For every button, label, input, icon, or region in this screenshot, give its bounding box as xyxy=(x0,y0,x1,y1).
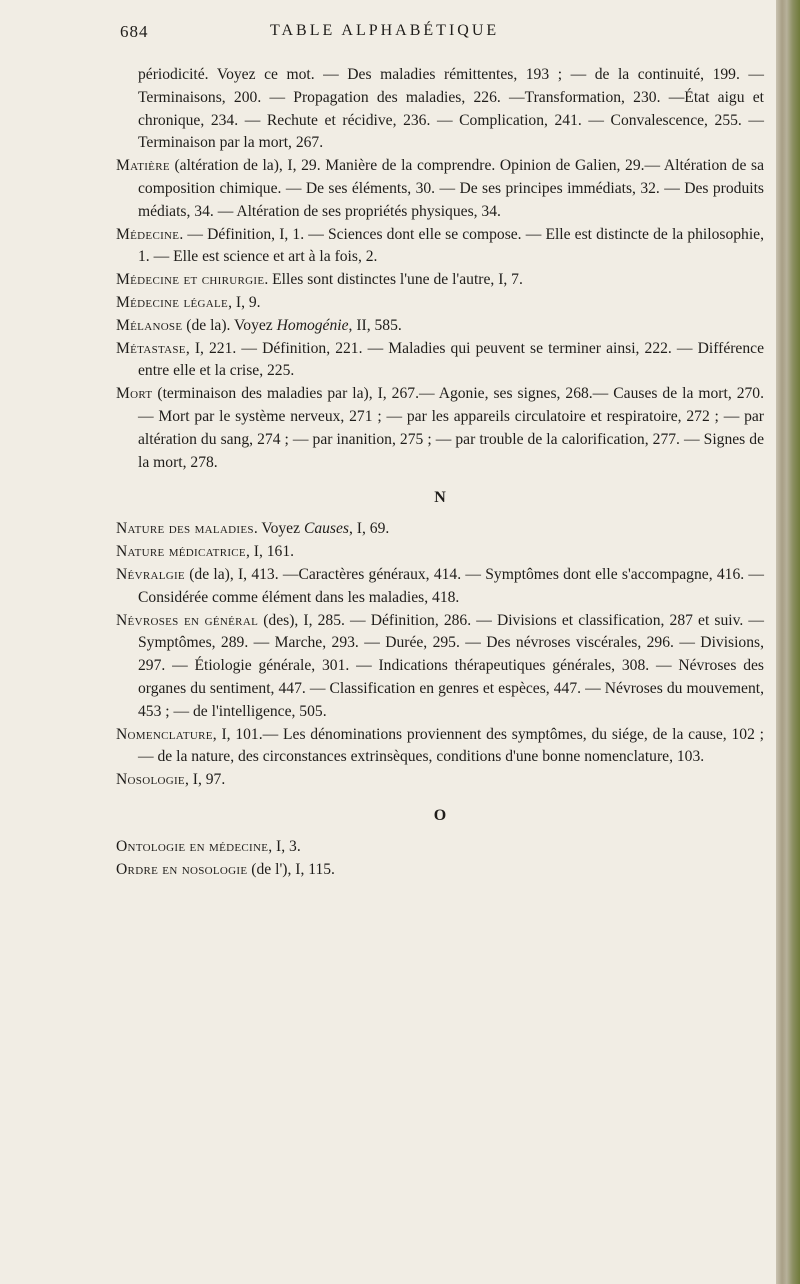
page-edge xyxy=(776,0,800,1284)
index-entry xyxy=(116,769,764,792)
entry-headword: Ordre en nosologie xyxy=(116,860,248,878)
entry-text: (des), I, 285. — Définition, 286. — Divisions et classification, 287 et suiv. — Symptômes, 289. — Marche, 293. — Durée, 295. — Des névroses viscérales, 296. — Divisions, 297. — Étiologie générale, 301. — Indications thérapeutiques générales, 308. — Névroses des organes du sentiment, 447. — Classification en genres et espèces, 447. — Névroses du mouvement, 453 ; — de l'intelligence, 505. xyxy=(138,611,764,720)
entry-text: (terminaison des maladies par la), I, 267.— Agonie, ses signes, 268.— Causes de la mort, 270. — Mort par le système nerveux, 271 ; — par les appareils circulatoire et respiratoire, 272 ; — par altération du sang, 274 ; — par inanition, 275 ; — par trouble de la calorification, 277. — Signes de la mort, 278. xyxy=(138,385,764,471)
index-entry xyxy=(116,836,764,859)
entry-headword: Névroses en général xyxy=(116,611,259,629)
entry-headword: Médecine xyxy=(116,225,180,243)
continued-entry: périodicité. Voyez ce mot. — Des maladies rémittentes, 193 ; — de la continuité, 199. — Terminaisons, 200. — Propagation des maladies, 226. —Transformation, 230. —État aigu et chronique, 234. — Rechute et récidive, 236. — Complication, 241. — Convalescence, 255. — Terminaison par la mort, 267. xyxy=(138,66,764,152)
entry-text: , I, 9. xyxy=(228,293,261,311)
entry-headword: Nosologie xyxy=(116,771,185,789)
section-o xyxy=(116,836,764,882)
entry-headword: Ontologie en médecine xyxy=(116,837,269,855)
entry-text: , I, 221. — Définition, 221. — Maladies qui peuvent se terminer ainsi, 222. — Différence entre elle et la crise, 225. xyxy=(138,339,764,380)
entry-text-after: , I, 69. xyxy=(349,520,390,538)
section-letter-n: N xyxy=(434,489,446,507)
entry-headword: Nature des maladies xyxy=(116,520,254,538)
entry-text: (de la). Voyez xyxy=(182,316,277,334)
entry-text: (de l'), I, 115. xyxy=(247,860,335,878)
entry-headword: Mort xyxy=(116,385,153,403)
entry-text: (de la), I, 413. —Caractères généraux, 414. — Symptômes dont elle s'accompagne, 416. — Considérée comme élément dans les maladies, 418. xyxy=(138,565,764,606)
entry-headword: Nomenclature xyxy=(116,725,213,743)
index-entry xyxy=(116,269,764,292)
index-entry xyxy=(116,338,764,384)
index-entry xyxy=(116,564,764,610)
entry-text: , I, 161. xyxy=(245,543,295,561)
index-entry xyxy=(116,383,764,474)
entry-text: , I, 97. xyxy=(184,771,226,789)
index-entry xyxy=(116,315,764,338)
entry-text: (altération de la), I, 29. Manière de la comprendre. Opinion de Galien, 29.— Altération de sa composition chimique. — De ses éléments, 30. — De ses principes immédiats, 32. — Des produits médiats, 34. — Altération de ses propriétés physiques, 34. xyxy=(138,157,764,220)
index-entry xyxy=(116,518,764,541)
section-m xyxy=(116,155,764,474)
entry-text: , I, 101.— Les dénominations proviennent des symptômes, du siége, de la cause, 102 ; — de la nature, des circonstances extrinsèques, conditions d'une bonne nomenclature, 103. xyxy=(138,725,764,766)
page-number: 684 xyxy=(120,22,149,41)
entry-cross-reference: Homogénie xyxy=(276,316,349,334)
entry-text: , I, 3. xyxy=(268,837,301,855)
entry-headword: Matière xyxy=(116,157,170,175)
entry-headword: Métastase xyxy=(116,339,186,357)
index-entry xyxy=(116,610,764,724)
entry-text-after: , II, 585. xyxy=(348,316,402,334)
index-content xyxy=(116,64,764,882)
index-entry xyxy=(116,541,764,564)
index-entry xyxy=(116,859,764,882)
index-entry xyxy=(116,292,764,315)
page-header xyxy=(0,20,780,50)
index-entry xyxy=(116,155,764,223)
entry-headword: Médecine légale xyxy=(116,293,229,311)
section-letter-o: O xyxy=(433,806,447,824)
entry-cross-reference: Causes xyxy=(303,520,349,538)
entry-text: . Elles sont distinctes l'une de l'autre, I, 7. xyxy=(264,271,523,289)
entry-text: . — Définition, I, 1. — Sciences dont elle se compose. — Elle est distincte de la philosophie, 1. — Elle est science et art à la fois, 2. xyxy=(138,225,764,266)
running-title: TABLE ALPHABÉTIQUE xyxy=(270,22,500,39)
index-entry xyxy=(116,724,764,770)
entry-headword: Mélanose xyxy=(116,316,183,334)
entry-headword: Médecine et chirurgie xyxy=(116,271,265,289)
entry-headword: Nature médicatrice xyxy=(116,543,246,561)
index-entry xyxy=(116,224,764,270)
entry-headword: Névralgie xyxy=(116,565,185,583)
entry-text: . Voyez xyxy=(253,520,304,538)
section-n xyxy=(116,518,764,792)
